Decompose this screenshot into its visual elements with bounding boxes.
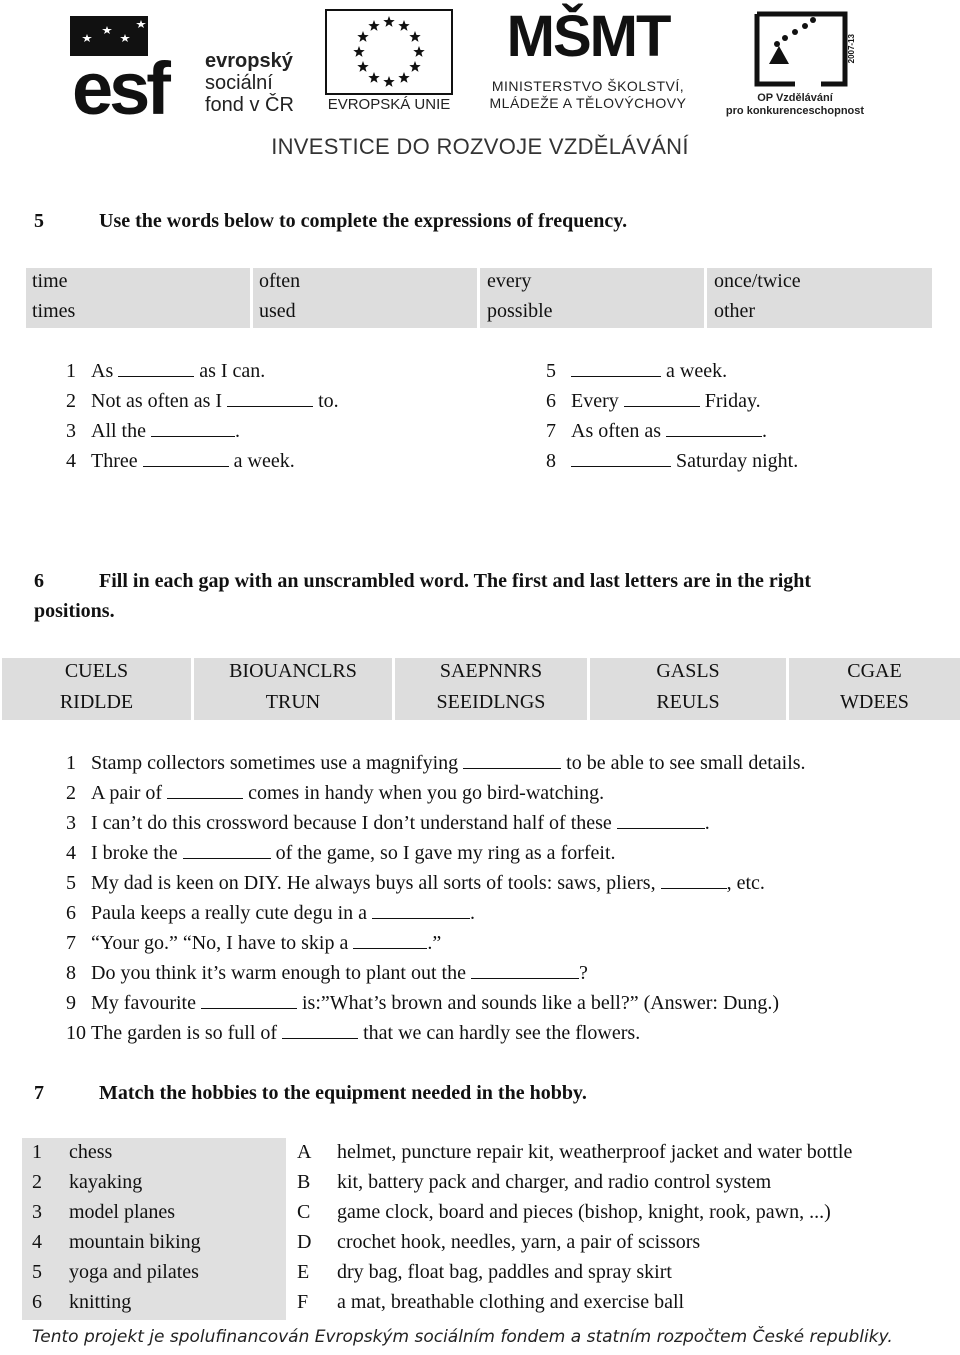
answer-blank[interactable] [227, 390, 313, 407]
answer-blank[interactable] [282, 1022, 358, 1039]
equipment-letter: C [297, 1201, 311, 1223]
hobby-number: 2 [32, 1171, 42, 1193]
ex7-number: 7 [34, 1082, 44, 1104]
msmt-logo-text: MŠMT [506, 4, 670, 69]
hobby-number: 3 [32, 1201, 42, 1223]
ex6-item: 5 My dad is keen on DIY. He always buys all sorts of tools: saws, pliers, , etc. [66, 872, 765, 894]
eu-star-icon [357, 31, 368, 42]
op-years: 2007-13 [847, 34, 856, 64]
equipment-letter: F [297, 1291, 309, 1313]
ex6-item: 10 The garden is so full of that we can hardly see the flowers. [66, 1022, 641, 1044]
equipment-text: a mat, breathable clothing and exercise ball [337, 1291, 685, 1313]
eu-star-icon [398, 72, 409, 83]
answer-blank[interactable] [372, 902, 470, 919]
esf-logo-text: esf [72, 47, 167, 130]
ex5-item: 8 Saturday night. [546, 450, 799, 472]
ex5-item: 2 Not as often as I to. [66, 390, 339, 412]
ex5-word: used [259, 300, 296, 322]
answer-blank[interactable] [353, 932, 427, 949]
op-caption: OP Vzdělávání pro konkurenceschopnost [725, 92, 865, 117]
eu-star-icon [368, 72, 379, 83]
page-footer: Tento projekt je spolufinancován Evropským sociálním fondem a statním rozpočtem České republiky. [32, 1327, 893, 1347]
ex7-instruction: Match the hobbies to the equipment needed in the hobby. [99, 1082, 587, 1104]
answer-blank[interactable] [666, 420, 762, 437]
answer-blank[interactable] [151, 420, 235, 437]
equipment-letter: D [297, 1231, 312, 1253]
ex6-word: CGAE [847, 660, 902, 682]
hobby-name: model planes [69, 1201, 176, 1223]
equipment-text: game clock, board and pieces (bishop, knight, rook, pawn, ...) [337, 1201, 831, 1223]
ex5-word: often [259, 270, 301, 292]
ex6-item: 6 Paula keeps a really cute degu in a . [66, 902, 475, 924]
ex5-number: 5 [34, 210, 44, 232]
page-header [0, 0, 960, 170]
ex5-item: 4 Three a week. [66, 450, 295, 472]
ex5-word: every [487, 270, 532, 292]
investice-title: INVESTICE DO ROZVOJE VZDĚLÁVÁNÍ [271, 134, 689, 159]
ex5-item: 5 a week. [546, 360, 728, 382]
hobby-name: kayaking [69, 1171, 143, 1193]
eu-stars-icon [318, 8, 460, 98]
answer-blank[interactable] [167, 782, 243, 799]
ex5-word: times [32, 300, 76, 322]
hobby-name: chess [69, 1141, 113, 1163]
eu-star-icon [409, 61, 420, 72]
equipment-text: helmet, puncture repair kit, weatherproof jacket and water bottle [337, 1141, 853, 1163]
eu-star-icon [383, 76, 394, 87]
eu-star-icon [398, 20, 409, 31]
ex6-item: 2 A pair of comes in handy when you go bird-watching. [66, 782, 605, 804]
ex5-item: 6 Every Friday. [546, 390, 761, 412]
eu-star-icon [353, 46, 364, 57]
eu-star-icon [357, 61, 368, 72]
ex7-hobby-column [22, 1138, 286, 1320]
ex5-item: 1 As as I can. [66, 360, 266, 382]
answer-blank[interactable] [617, 812, 705, 829]
answer-blank[interactable] [571, 450, 671, 467]
ex6-word: REULS [656, 691, 720, 713]
ex6-item: 3 I can’t do this crossword because I don’t understand half of these . [66, 812, 710, 834]
eu-caption: EVROPSKÁ UNIE [327, 96, 451, 113]
eu-star-icon [383, 16, 394, 27]
hobby-name: mountain biking [69, 1231, 201, 1253]
ex6-number: 6 [34, 570, 44, 592]
equipment-letter: B [297, 1171, 311, 1193]
ex5-instruction: Use the words below to complete the expressions of frequency. [99, 210, 628, 232]
eu-star-icon [413, 46, 424, 57]
answer-blank[interactable] [118, 360, 194, 377]
ex6-word: SEEIDLNGS [436, 691, 546, 713]
ex5-word: possible [487, 300, 553, 322]
equipment-text: dry bag, float bag, paddles and spray skirt [337, 1261, 672, 1283]
equipment-text: crochet hook, needles, yarn, a pair of scissors [337, 1231, 701, 1253]
ex5-item: 3 All the . [66, 420, 240, 442]
ex5-item: 7 As often as . [546, 420, 767, 442]
ex6-word: SAEPNNRS [439, 660, 543, 682]
ex6-word: RIDLDE [59, 691, 134, 713]
ex6-item: 7 “Your go.” “No, I have to skip a .” [66, 932, 442, 954]
ex6-item: 9 My favourite is:”What’s brown and sounds like a bell?” (Answer: Dung.) [66, 992, 780, 1014]
ex6-item: 8 Do you think it’s warm enough to plant out the ? [66, 962, 588, 984]
ex5-word: once/twice [714, 270, 801, 292]
msmt-caption: MINISTERSTVO ŠKOLSTVÍ, MLÁDEŽE A TĚLOVÝCHOVY [489, 78, 687, 111]
ex6-word: CUELS [64, 660, 129, 682]
hobby-number: 5 [32, 1261, 42, 1283]
answer-blank[interactable] [183, 842, 271, 859]
ex5-word: other [714, 300, 756, 322]
hobby-name: knitting [69, 1291, 132, 1313]
answer-blank[interactable] [143, 450, 229, 467]
esf-caption: evropský sociální fond v ČR [205, 50, 294, 116]
ex6-word: WDEES [840, 691, 909, 713]
ex6-item: 4 I broke the of the game, so I gave my ring as a forfeit. [66, 842, 616, 864]
ex6-instruction: Fill in each gap with an unscrambled word. The first and last letters are in the right [99, 570, 812, 592]
answer-blank[interactable] [571, 360, 661, 377]
hobby-number: 4 [32, 1231, 42, 1253]
ex6-instruction-cont: positions. [34, 600, 115, 622]
equipment-letter: E [297, 1261, 310, 1283]
answer-blank[interactable] [463, 752, 561, 769]
equipment-text: kit, battery pack and charger, and radio control system [337, 1171, 772, 1193]
ex6-word: TRUN [265, 691, 321, 713]
hobby-name: yoga and pilates [69, 1261, 199, 1283]
answer-blank[interactable] [471, 962, 579, 979]
hobby-number: 1 [32, 1141, 42, 1163]
answer-blank[interactable] [201, 992, 297, 1009]
ex6-item: 1 Stamp collectors sometimes use a magnifying to be able to see small details. [66, 752, 806, 774]
answer-blank[interactable] [661, 872, 727, 889]
equipment-letter: A [297, 1141, 312, 1163]
ex6-word: GASLS [656, 660, 720, 682]
eu-star-icon [409, 31, 420, 42]
ex5-word: time [32, 270, 68, 292]
hobby-number: 6 [32, 1291, 42, 1313]
eu-star-icon [368, 20, 379, 31]
answer-blank[interactable] [624, 390, 700, 407]
ex6-word: BIOUANCLRS [229, 660, 357, 682]
